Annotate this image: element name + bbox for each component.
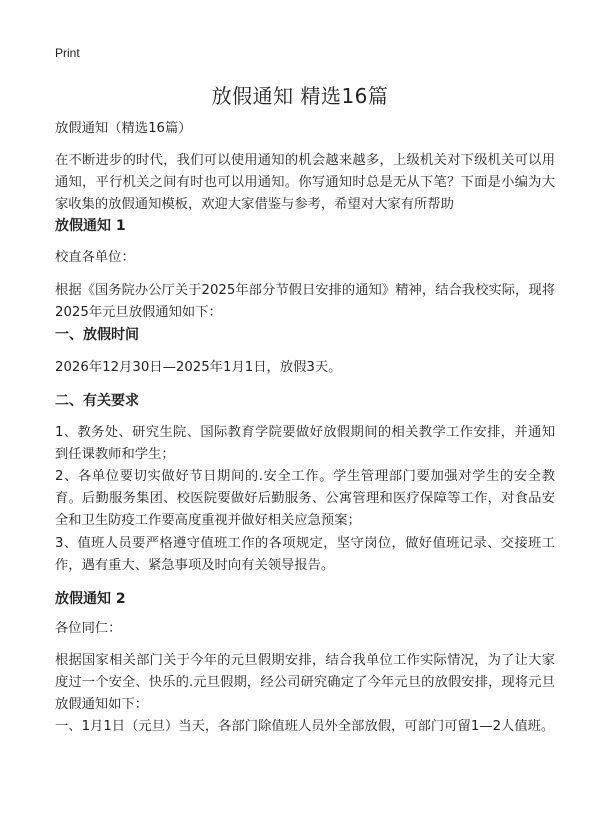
notice1-requirement-3: 3、值班人员要严格遵守值班工作的各项规定，坚守岗位，做好值班记录、交接班工作，遇有重大、紧急事项及时向有关领导报告。 [55,536,555,573]
notice2-body: 根据国家相关部门关于今年的元旦假期安排，结合我单位工作实际情况，为了让大家度过一个安全、快乐的.元旦假期，经公司研究确定了今年元旦的放假安排，现将元旦放假通知如下： [55,653,555,712]
notice2-salutation: 各位同仁： [55,621,122,636]
print-link[interactable]: Print [55,46,80,60]
notice1-requirement-1: 1、教务处、研究生院、国际教育学院要做好放假期间的相关教学工作安排，并通知到任课教师和学生； [55,425,555,462]
notice1-section2-heading: 二、有关要求 [55,393,139,409]
notice1-body: 根据《国务院办公厅关于2025年部分节假日安排的通知》精神，结合我校实际，现将2025年元旦放假通知如下： [55,283,555,320]
intro-paragraph: 在不断进步的时代，我们可以使用通知的机会越来越多，上级机关对下级机关可以用通知，平行机关之间有时也可以用通知。你写通知时总是无从下笔？下面是小编为大家收集的放假通知模板，欢迎大家借鉴与参考，希望对大家有所帮助 [55,153,555,212]
notice1-section1-text: 2026年12月30日—2025年1月1日，放假3天。 [55,360,342,375]
notice2-heading: 放假通知 2 [55,591,126,607]
notice1-heading: 放假通知 1 [55,218,126,234]
notice2-item-1: 一、1月1日（元旦）当天，各部门除值班人员外全部放假，可部门可留1—2人值班。 [55,719,555,734]
notice1-salutation: 校直各单位： [55,250,135,265]
page-title: 放假通知 精选16篇 [211,84,389,108]
subtitle: 放假通知（精选16篇） [55,121,192,136]
notice1-section1-heading: 一、放假时间 [55,327,139,343]
notice1-requirement-2: 2、各单位要切实做好节日期间的.安全工作。学生管理部门要加强对学生的安全教育。后勤服务集团、校医院要做好后勤服务、公寓管理和医疗保障等工作，对食品安全和卫生防疫工作要高度重视并做好相关应急预案； [55,469,555,528]
